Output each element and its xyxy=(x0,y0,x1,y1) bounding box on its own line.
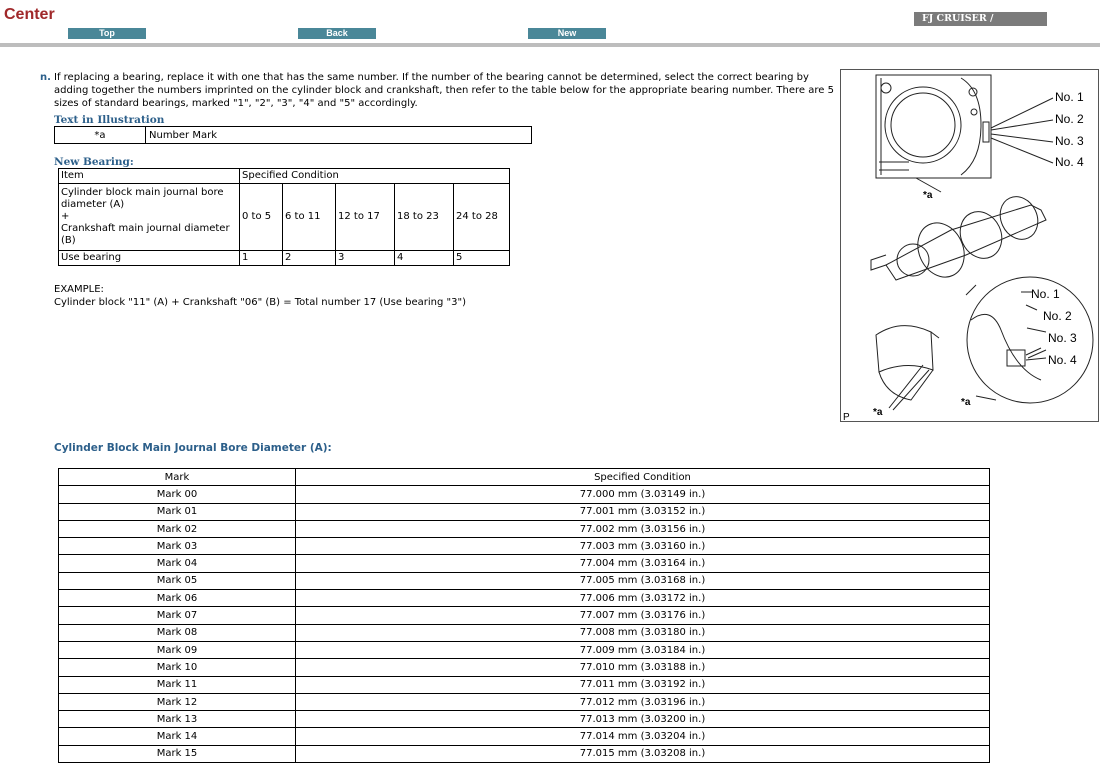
illustration-text-table xyxy=(54,126,532,144)
table-row xyxy=(59,486,990,503)
step-instruction xyxy=(40,71,840,110)
table-row xyxy=(59,469,990,486)
col-mark-header: Mark xyxy=(59,469,296,486)
figure-corner-mark: P xyxy=(843,412,850,423)
table-row xyxy=(59,607,990,624)
brand-title: Center xyxy=(4,6,55,23)
condition-cell: 77.012 mm (3.03196 in.) xyxy=(296,693,990,710)
mark-a-zoom: *a xyxy=(961,397,971,408)
table-row xyxy=(59,538,990,555)
illustration-value: Number Mark xyxy=(146,127,532,144)
label-no4-top: No. 4 xyxy=(1055,155,1084,169)
condition-cell: 77.009 mm (3.03184 in.) xyxy=(296,641,990,658)
table-row xyxy=(59,693,990,710)
label-no3-top: No. 3 xyxy=(1055,134,1084,148)
bearing-cell: 2 xyxy=(283,251,336,266)
label-no4-zoom: No. 4 xyxy=(1048,353,1077,367)
range-cell: 24 to 28 xyxy=(454,184,510,251)
table-row xyxy=(59,572,990,589)
table-row xyxy=(59,520,990,537)
table-row xyxy=(59,659,990,676)
cylinder-table-heading: Cylinder Block Main Journal Bore Diameter (A): xyxy=(54,442,332,454)
item-line: Cylinder block main journal bore diameter (A) xyxy=(61,187,224,210)
bearing-cell: 5 xyxy=(454,251,510,266)
example-block xyxy=(54,284,466,309)
mark-cell: Mark 05 xyxy=(59,572,296,589)
table-row xyxy=(59,590,990,607)
mark-cell: Mark 03 xyxy=(59,538,296,555)
table-row xyxy=(59,184,510,251)
mark-cell: Mark 09 xyxy=(59,641,296,658)
table-row xyxy=(55,127,532,144)
example-text: Cylinder block "11" (A) + Crankshaft "06" (B) = Total number 17 (Use bearing "3") xyxy=(54,296,467,308)
use-bearing-label: Use bearing xyxy=(59,251,240,266)
label-no1-zoom: No. 1 xyxy=(1031,287,1060,301)
label-no2-zoom: No. 2 xyxy=(1043,309,1072,323)
mark-cell: Mark 07 xyxy=(59,607,296,624)
condition-cell: 77.007 mm (3.03176 in.) xyxy=(296,607,990,624)
mark-cell: Mark 13 xyxy=(59,711,296,728)
condition-cell: 77.011 mm (3.03192 in.) xyxy=(296,676,990,693)
condition-cell: 77.015 mm (3.03208 in.) xyxy=(296,745,990,762)
illustration-drawing xyxy=(841,70,1099,422)
new-bearing-heading: New Bearing: xyxy=(54,156,134,168)
mark-cell: Mark 15 xyxy=(59,745,296,762)
bearing-cell: 4 xyxy=(395,251,454,266)
table-row xyxy=(59,503,990,520)
range-cell: 18 to 23 xyxy=(395,184,454,251)
col-item-header: Item xyxy=(59,169,240,184)
condition-cell: 77.004 mm (3.03164 in.) xyxy=(296,555,990,572)
model-badge: FJ CRUISER / xyxy=(914,12,1047,26)
condition-cell: 77.010 mm (3.03188 in.) xyxy=(296,659,990,676)
table-row xyxy=(59,711,990,728)
back-button[interactable]: Back xyxy=(298,28,376,39)
item-sum-cell xyxy=(59,184,240,251)
mark-cell: Mark 14 xyxy=(59,728,296,745)
table-row xyxy=(59,641,990,658)
label-no2-top: No. 2 xyxy=(1055,112,1084,126)
item-line: + xyxy=(61,211,70,222)
mark-cell: Mark 01 xyxy=(59,503,296,520)
mark-cell: Mark 00 xyxy=(59,486,296,503)
condition-cell: 77.001 mm (3.03152 in.) xyxy=(296,503,990,520)
mark-cell: Mark 06 xyxy=(59,590,296,607)
condition-cell: 77.014 mm (3.03204 in.) xyxy=(296,728,990,745)
condition-cell: 77.008 mm (3.03180 in.) xyxy=(296,624,990,641)
illustration-key: *a xyxy=(55,127,146,144)
col-condition-header: Specified Condition xyxy=(296,469,990,486)
mark-cell: Mark 12 xyxy=(59,693,296,710)
table-row xyxy=(59,169,510,184)
mark-a-bearing: *a xyxy=(873,407,883,418)
mark-cell: Mark 02 xyxy=(59,520,296,537)
mark-cell: Mark 04 xyxy=(59,555,296,572)
example-label: EXAMPLE: xyxy=(54,284,104,295)
col-condition-header: Specified Condition xyxy=(240,169,510,184)
new-bearing-table xyxy=(58,168,510,266)
label-no3-zoom: No. 3 xyxy=(1048,331,1077,345)
top-button[interactable]: Top xyxy=(68,28,146,39)
bearing-illustration xyxy=(840,69,1099,422)
condition-cell: 77.006 mm (3.03172 in.) xyxy=(296,590,990,607)
bearing-cell: 1 xyxy=(240,251,283,266)
header-divider xyxy=(0,43,1100,47)
item-line: Crankshaft main journal diameter (B) xyxy=(61,223,230,246)
condition-cell: 77.000 mm (3.03149 in.) xyxy=(296,486,990,503)
condition-cell: 77.002 mm (3.03156 in.) xyxy=(296,520,990,537)
mark-a-top: *a xyxy=(923,190,933,201)
bearing-cell: 3 xyxy=(336,251,395,266)
mark-cell: Mark 10 xyxy=(59,659,296,676)
range-cell: 12 to 17 xyxy=(336,184,395,251)
table-row xyxy=(59,624,990,641)
table-row xyxy=(59,555,990,572)
condition-cell: 77.003 mm (3.03160 in.) xyxy=(296,538,990,555)
table-row xyxy=(59,251,510,266)
step-text: If replacing a bearing, replace it with one that has the same number. If the number of the bearing cannot be determined, select the correct bearing by adding together the numbers imprinted on the cylinder block and crankshaft, then refer to the table below for the appropriate bearing number. There are 5 sizes of standard bearings, marked "1", "2", "3", "4" and "5" accordingly. xyxy=(54,72,834,109)
illustration-text-heading: Text in Illustration xyxy=(54,114,165,126)
condition-cell: 77.005 mm (3.03168 in.) xyxy=(296,572,990,589)
mark-cell: Mark 11 xyxy=(59,676,296,693)
label-no1-top: No. 1 xyxy=(1055,90,1084,104)
step-letter: n. xyxy=(40,72,51,83)
new-button[interactable]: New xyxy=(528,28,606,39)
table-row xyxy=(59,676,990,693)
table-row xyxy=(59,728,990,745)
table-row xyxy=(59,745,990,762)
cylinder-bore-table xyxy=(58,468,990,763)
range-cell: 0 to 5 xyxy=(240,184,283,251)
mark-cell: Mark 08 xyxy=(59,624,296,641)
condition-cell: 77.013 mm (3.03200 in.) xyxy=(296,711,990,728)
range-cell: 6 to 11 xyxy=(283,184,336,251)
